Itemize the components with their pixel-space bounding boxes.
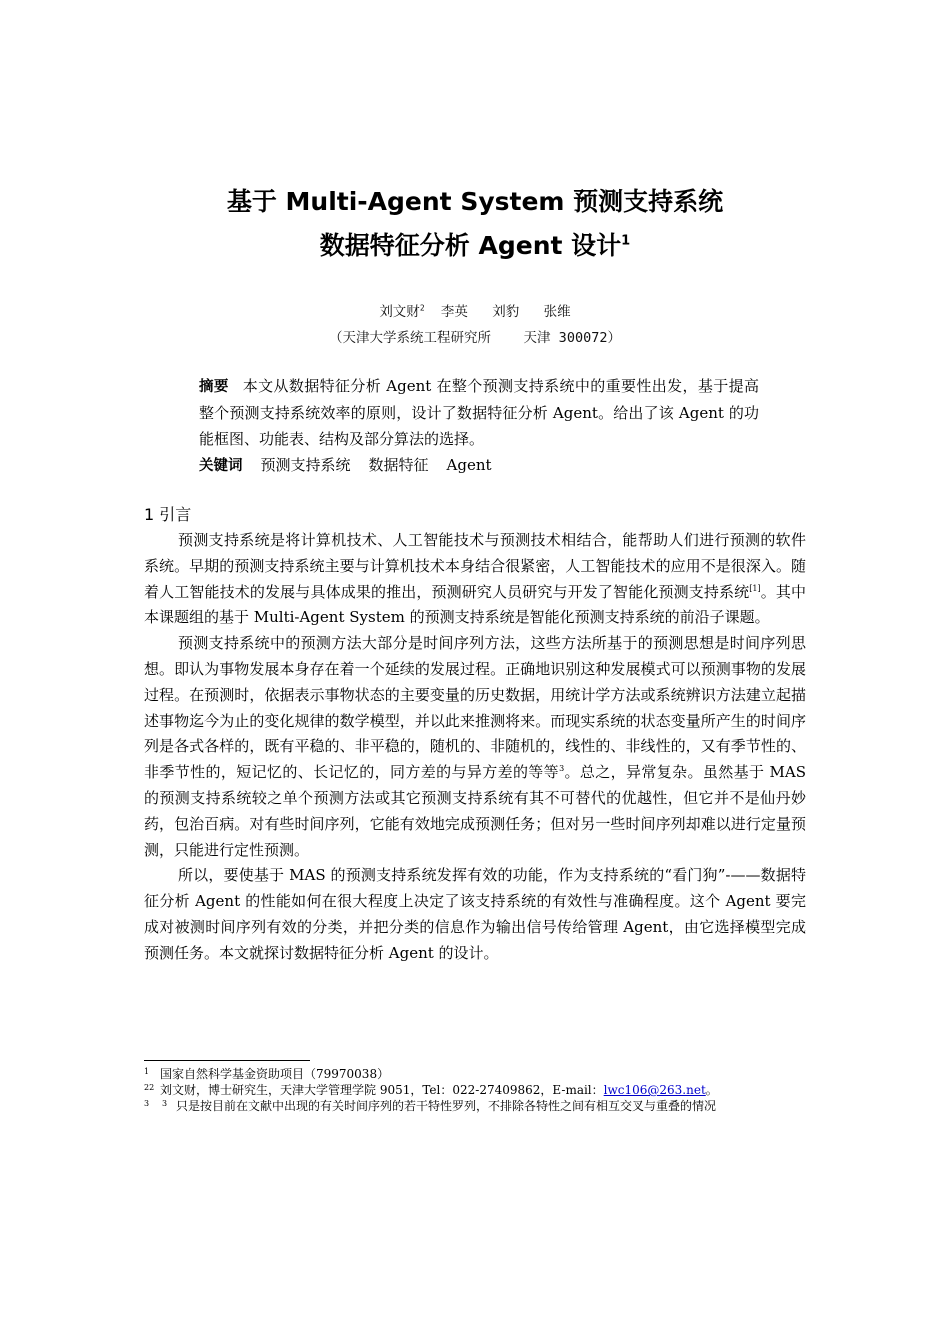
- p1-text-a: 预测支持系统是将计算机技术、人工智能技术与预测技术相结合，能帮助人们进行预测的软件系统。早期的预测支持系统主要与计算机技术本身结合很紧密，人工智能技术的应用不是很深入。随着人工智能技术的发展与具体成果的推出，预测研究人员研究与开发了智能化预测支持系统: [144, 531, 806, 601]
- footnote-end: 。: [705, 1083, 718, 1097]
- footnote-marker: 3: [144, 1099, 150, 1108]
- footnote-text: 国家自然科学基金资助项目（79970038）: [160, 1067, 390, 1081]
- footnote-2: [144, 1082, 816, 1098]
- footnotes: [144, 1066, 816, 1114]
- paragraph: [144, 528, 806, 631]
- keyword-item: Agent: [446, 456, 492, 474]
- title-footnote-mark: 1: [621, 233, 631, 249]
- keyword-item: 数据特征: [368, 456, 429, 474]
- abstract-label: 摘要: [199, 379, 229, 395]
- paper-title-line2: [0, 224, 950, 268]
- footnote-text: 只是按目前在文献中出现的有关时间序列的若干特性罗列，不排除各特性之间有相互交叉与重叠的情况: [176, 1099, 717, 1113]
- footnote-ref: 3: [559, 764, 565, 774]
- p2-text-b: 。总之，异常复杂。虽然基于 MAS 的预测支持系统较之单个预测方法或其它预测支持系统有其不可替代的优越性，但它并不是仙丹妙药，包治百病。对有些时间序列，它能有效地完成预测任务；但对另一些时间序列却难以进行定量预测，只能进行定性预测。: [144, 763, 806, 859]
- intro-body: [144, 528, 806, 967]
- p2-text-a: 预测支持系统中的预测方法大部分是时间序列方法，这些方法所基于的预测思想是时间序列思想。即认为事物发展本身存在着一个延续的发展过程。正确地识别这种发展模式可以预测事物的发展过程。在预测时，依据表示事物状态的主要变量的历史数据，用统计学方法或系统辨识方法建立起描述事物迄今为止的变化规律的数学模型，并以此来推测将来。而现实系统的状态变量所产生的时间序列是各式各样的，既有平稳的、非平稳的，随机的、非随机的，线性的、非线性的，又有季节性的、非季节性的，短记忆的、长记忆的，同方差的与异方差的等等: [144, 634, 806, 782]
- title-line1-text: 基于 Multi-Agent System 预测支持系统: [226, 187, 724, 216]
- paper-title-line1: [0, 180, 950, 224]
- author-list: [0, 300, 950, 320]
- footnote-1: [144, 1066, 816, 1082]
- email-link[interactable]: lwc106@263.net: [603, 1083, 706, 1097]
- abstract-text: 本文从数据特征分析 Agent 在整个预测支持系统中的重要性出发，基于提高整个预测支持系统效率的原则，设计了数据特征分析 Agent。给出了该 Agent 的功能框图、功能表、结构及部分算法的选择。: [199, 377, 760, 448]
- affiliation: （天津大学系统工程研究所 天津 300072）: [329, 330, 621, 346]
- keywords-label: 关键词: [199, 458, 243, 474]
- p3-text: 所以，要使基于 MAS 的预测支持系统发挥有效的功能，作为支持系统的“看门狗”-——数据特征分析 Agent 的性能如何在很大程度上决定了该支持系统的有效性与准确程度。这个 Agent 要完成对被测时间序列有效的分类，并把分类的信息作为输出信号传给管理 Agent，由它选择模型完成预测任务。本文就探讨数据特征分析 Agent 的设计。: [144, 866, 806, 962]
- abstract-block: [199, 373, 759, 479]
- footnote-marker-inner: 3: [162, 1099, 168, 1108]
- section-heading-intro: 1 引言: [144, 505, 192, 524]
- author-1: 刘文财: [379, 304, 420, 320]
- footnote-3: [144, 1098, 816, 1114]
- author-1-footnote-mark: 2: [419, 303, 425, 313]
- footnote-divider: [144, 1060, 310, 1061]
- paragraph: [144, 631, 806, 863]
- keywords: [199, 452, 759, 479]
- p1-text-b: 。其中本课题组的基于 Multi-Agent System 的预测支持系统是智能化预测支持系统的前沿子课题。: [144, 582, 806, 627]
- keyword-item: 预测支持系统: [260, 456, 351, 474]
- abstract: [199, 373, 759, 452]
- author-others: 李英 刘豹 张维: [424, 304, 571, 320]
- footnote-marker: 22: [144, 1083, 155, 1092]
- title-line2-text: 数据特征分析 Agent 设计: [319, 231, 622, 260]
- footnote-marker: 1: [144, 1067, 150, 1076]
- footnote-text: 刘文财，博士研究生，天津大学管理学院 9051，Tel：022-27409862，E-mail：: [160, 1083, 604, 1097]
- citation-ref: [1]: [749, 583, 761, 593]
- paragraph: [144, 863, 806, 966]
